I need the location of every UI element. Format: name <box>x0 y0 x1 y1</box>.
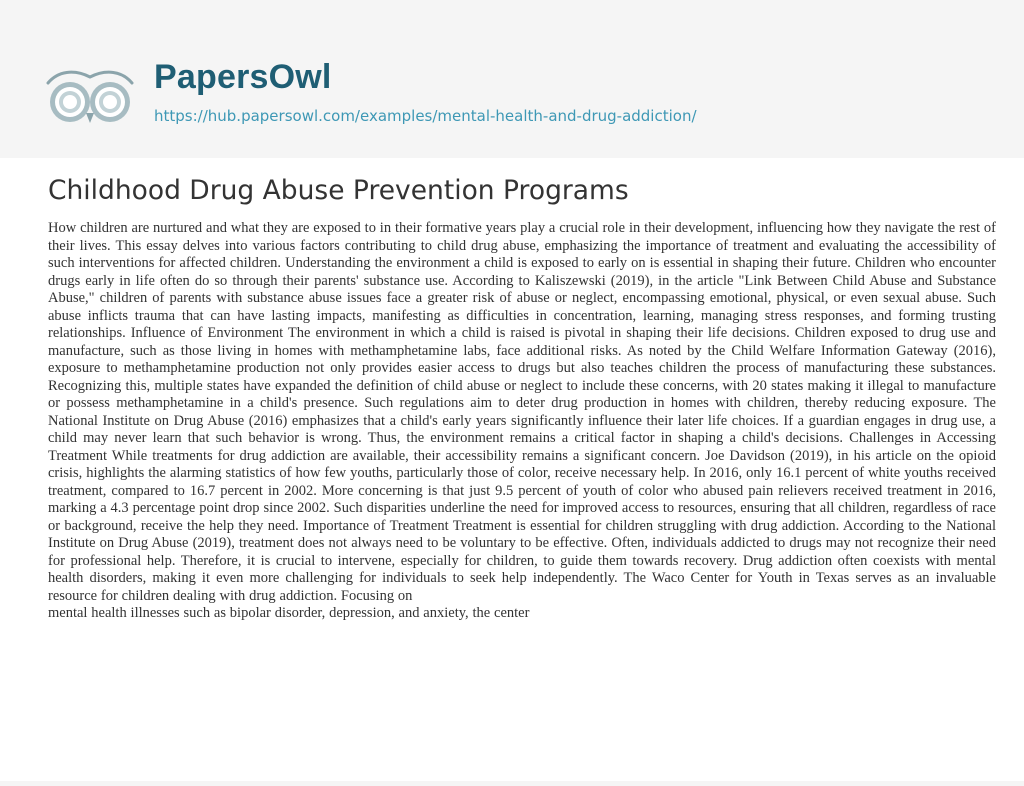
owl-logo-icon <box>44 69 136 127</box>
essay-body-last-line: mental health illnesses such as bipolar disorder, depression, and anxiety, the center <box>48 605 530 621</box>
site-header <box>0 0 1024 158</box>
footer-bar <box>0 781 1024 786</box>
essay-title: Childhood Drug Abuse Prevention Programs <box>48 175 629 206</box>
essay-body-text: How children are nurtured and what they are exposed to in their formative years play a crucial role in their development, influencing how they navigate the rest of their lives. This essay delves into various factors contributing to child drug abuse, emphasizing the importance of treatment and evaluating the accessibility of such interventions for affected children. Understanding the environment a child is exposed to early on is essential in shaping their future. Children who encounter drugs early in life often do so through their parents' substance use. According to Kaliszewski (2019), in the article "Link Between Child Abuse and Substance Abuse," children of parents with substance abuse issues face a greater risk of abuse or neglect, encompassing emotional, physical, or even sexual abuse. Such abuse inflicts trauma that can have lasting impacts, manifesting as difficulties in concentration, learning, managing stress responses, and forming trusting relationships. Influence of Environment The environment in which a child is raised is pivotal in shaping their life decisions. Children exposed to drug use and manufacture, such as those living in homes with methamphetamine labs, face additional risks. As noted by the Child Welfare Information Gateway (2016), exposure to methamphetamine production not only provides easier access to drugs but also teaches children the process of manufacturing these substances. Recognizing this, multiple states have expanded the definition of child abuse or neglect to include these concerns, with 20 states making it illegal to manufacture or possess methamphetamine in a child's presence. Such regulations aim to deter drug production in homes with children, thereby reducing exposure. The National Institute on Drug Abuse (2016) emphasizes that a child's early years significantly influence their later life choices. If a guardian engages in drug use, a child may never learn that such behavior is wrong. Thus, the environment remains a critical factor in shaping a child's decisions. Challenges in Accessing Treatment While treatments for drug addiction are available, their accessibility remains a significant concern. Joe Davidson (2019), in his article on the opioid crisis, highlights the alarming statistics of how few youths, particularly those of color, receive necessary help. In 2016, only 16.1 percent of white youths received treatment, compared to 16.7 percent in 2002. More concerning is that just 9.5 percent of youth of color who abused pain relievers received treatment in 2016, marking a 4.3 percentage point drop since 2002. Such disparities underline the need for improved access to resources, ensuring that all children, regardless of race or background, receive the help they need. Importance of Treatment Treatment is essential for children struggling with drug addiction. According to the National Institute on Drug Abuse (2019), treatment does not always need to be voluntary to be effective. Often, individuals addicted to drugs may not recognize their need for professional help. Therefore, it is crucial to intervene, especially for children, to guide them towards recovery. Drug addiction often coexists with mental health disorders, making it even more challenging for individuals to seek help independently. The Waco Center for Youth in Texas serves as an invaluable resource for children dealing with drug addiction. Focusing on <box>48 220 996 604</box>
source-url-link[interactable]: https://hub.papersowl.com/examples/mental-health-and-drug-addiction/ <box>154 107 697 125</box>
essay-body <box>48 220 996 623</box>
brand-name: PapersOwl <box>154 58 332 96</box>
